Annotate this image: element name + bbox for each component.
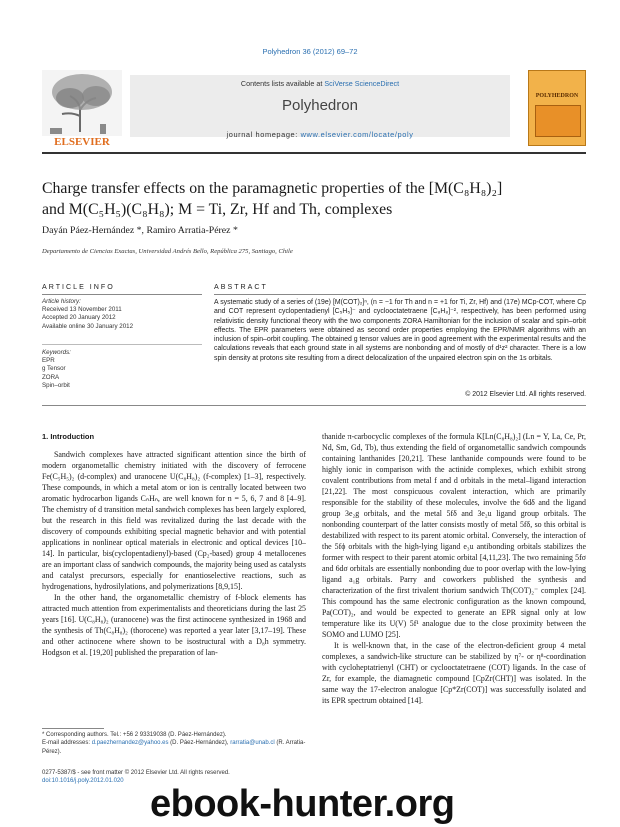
email-suffix: (R. Arratia-Pérez). xyxy=(42,740,306,755)
publisher-name: ELSEVIER xyxy=(54,136,110,148)
keywords-label: Keywords: xyxy=(42,349,71,356)
paragraph: It is well-known that, in the case of the electron-deficient group 4 metal complexes, a sandwich-like structure can be stabilized by η⁷- or η⁸-coordination with cycloheptatrienyl (CHT) or cyclooctatetraene (COT) ligands. In the case of Zr, for example, the diamagnetic compound [CpZr(CHT)] was isolated. In the same way the 17-electron analogue [Cp*Zr(COT)] was successfully isolated and its EPR spectrum obtained [14]. xyxy=(322,641,586,705)
email-link[interactable]: rarratia@unab.cl xyxy=(230,740,275,747)
homepage-prefix: journal homepage: xyxy=(226,130,301,139)
footnote xyxy=(42,731,306,756)
paragraph: thanide π-carbocyclic complexes of the formula K[Ln(C₈H₈)₂] (Ln = Y, La, Ce, Pr, Nd, Sm, Gd, Tb), thus extending the field of organometallic sandwich compounds containing lanthanides [20,21]. These lanthanide compounds were found to be highly ionic in comparison with the actinide complexes, which exhibit strong covalent contributions from metal f and d orbitals in the metal–ligand interaction [21,22]. The most conspicuous covalent interaction, which are primarily responsible for the stability of these molecules, involve the 6dδ and the ligand group 3e₂g orbitals, and the metal 5fδ and 3e₂u ligand group orbitals. The nonbonding counterpart of the latter consists mostly of metal 5fδ, so this orbital is destabilized with respect to its parent atomic orbital. Conversely, the interaction of the 5fϕ orbitals with the high-lying ligand e₃u antibonding orbitals stabilizes the former with respect to their parent atomic orbital [4,11,23]. The two remaining 5fσ and 6dσ orbitals are essentially nonbonding due to poor overlap with the low-lying ligand a₁g orbitals. Parry and coworkers published the synthesis and characterization of the first trivalent thorium sandwich Th(COT)₂⁻ complex [24]. This compound has the same electronic configuration as the known compound, Pa(COT)₂, and would be expected to generate an EPR signal only at low temperature like its U(V) 5f¹ analogue due to the close proximity between the SOMO and LUMO [25]. xyxy=(322,432,586,639)
footnote-rule xyxy=(42,728,104,729)
cover-title: POLYHEDRON xyxy=(535,93,579,99)
journal-homepage xyxy=(130,130,510,139)
history-label: Article history: xyxy=(42,298,81,305)
contents-availability xyxy=(130,79,510,88)
history-accepted: Accepted 20 January 2012 xyxy=(42,314,116,322)
info-divider xyxy=(42,344,202,345)
sciencedirect-link[interactable]: SciVerse ScienceDirect xyxy=(324,79,400,88)
right-column xyxy=(322,431,586,706)
keyword: EPR xyxy=(42,357,55,365)
abstract-rule xyxy=(214,294,586,295)
email-label: E-mail addresses: xyxy=(42,740,92,747)
cover-artwork xyxy=(535,105,581,137)
article-title xyxy=(42,178,582,220)
elsevier-tree-logo xyxy=(42,70,122,148)
paragraph: Sandwich complexes have attracted significant attention since the birth of modern organometallic chemistry initiated with the discovery of ferrocene Fe(C₅H₅)₂ (d-complex) and uranocene U(C₈H₈)₂ (f-complex) [1–3], respectively. These compounds, in which a metal atom or ion is centrally located between two aromatic hydrocarbon ligands CₙHₙ, are well known for n = 5, 6, 7 and 8 [4–9]. The chemistry of d transition metal sandwich complexes has been largely explored, but the research in this field was revitalized during the last decade with the discovery of compounds exhibiting special magnetic behavior and with potential applications in nonlinear optical materials in electronic and optical devices [10–14]. In particular, bis(cyclopentadienyl)-based (Cp₂-based) group 4 metallocenes are an important class of sandwich compounds, the majority being used as catalysts and catalyst precursors, especially for enantioselective reactions, such as hydrogenations, hydrosilylations, and polymerizations [8,9,15]. xyxy=(42,450,306,591)
left-column xyxy=(42,449,306,658)
journal-cover-thumbnail[interactable] xyxy=(528,70,586,146)
keyword-list xyxy=(42,349,202,390)
email-separator: (D. Páez-Hernández), xyxy=(168,740,231,747)
abstract-copyright: © 2012 Elsevier Ltd. All rights reserved. xyxy=(465,391,586,398)
front-matter-divider xyxy=(42,405,586,406)
journal-reference[interactable]: Polyhedron 36 (2012) 69–72 xyxy=(262,47,358,56)
keyword: g Tensor xyxy=(42,365,66,373)
homepage-link[interactable]: www.elsevier.com/locate/poly xyxy=(300,130,414,139)
article-title-line-1: Charge transfer effects on the paramagnetic properties of the [M(C₈H₈)₂] xyxy=(42,180,503,197)
abstract-heading: ABSTRACT xyxy=(214,283,268,291)
keyword: ZORA xyxy=(42,373,60,381)
article-info-rule xyxy=(42,294,202,295)
footnote-corresponding: * Corresponding authors. Tel.: +56 2 93319038 (D. Páez-Hernández). xyxy=(42,732,227,738)
keyword: Spin–orbit xyxy=(42,381,70,389)
affiliation: Departamento de Ciencias Exactas, Universidad Andrés Bello, República 275, Santiago, Chile xyxy=(42,248,293,255)
history-received: Received 13 November 2011 xyxy=(42,306,122,314)
journal-masthead xyxy=(42,70,586,150)
footnote-emails xyxy=(42,739,306,756)
history-online: Available online 30 January 2012 xyxy=(42,322,134,330)
masthead-divider xyxy=(42,152,586,154)
abstract-text: A systematic study of a series of (19e) [M(COT)₂]ⁿ, (n = −1 for Th and n = +1 for Ti, Zr, Hf) and (17e) MCp-COT, where Cp and COT represent cyclopentadienyl [C₅H₅]⁻ and cyclooctatetraene [C₈H₈]⁻², respectively, has been performed using relativistic density functional theory with the two components ZORA Hamiltonian for the inclusion of scalar and spin–orbit effects. The EPR parameters were obtained as second order properties employing the EPR/NMR algorithms with an inclusion of spin–orbit coupling. The obtained g tensor values are in good agreement with the experimental results and the calculations reveals that each ground state in all systems are nonbonding and of mostly of d¹z² character. There is a low spin density at protons site resulting from a direct delocalization of the unpaired electron spin on the 1s orbitals. xyxy=(214,299,586,362)
article-info-heading: ARTICLE INFO xyxy=(42,283,115,291)
doi-link[interactable]: doi:10.1016/j.poly.2012.01.020 xyxy=(42,778,124,785)
email-link[interactable]: d.paezhernandez@yahoo.es xyxy=(91,740,169,747)
author-list: Dayán Páez-Hernández *, Ramiro Arratia-Pérez * xyxy=(42,225,238,236)
watermark: ebook-hunter.org xyxy=(150,783,455,825)
masthead-banner xyxy=(130,75,510,137)
section-heading: 1. Introduction xyxy=(42,432,95,441)
paragraph: In the other hand, the organometallic chemistry of f-block elements has attracted much attention from experimentalists and theoreticians during the last 25 years [16]. U(C₈H₈)₂ (uranocene) was the first actinocene synthesized in 1968 and the synthesis of Th(C₈H₈)₂ (thorocene) was reported a year later [3,17–19]. These and other actinocene where shown to be isostructural with a D₈h symmetry. Hodgson et al. [19,20] published the preparation of lan- xyxy=(42,593,306,657)
article-history xyxy=(42,298,202,331)
journal-title: Polyhedron xyxy=(282,97,358,114)
contents-prefix: Contents lists available at xyxy=(240,79,325,88)
issn-line: 0277-5387/$ - see front matter © 2012 Elsevier Ltd. All rights reserved. xyxy=(42,770,230,776)
article-title-line-2: and M(C₅H₅)(C₈H₈); M = Ti, Zr, Hf and Th, complexes xyxy=(42,201,393,218)
